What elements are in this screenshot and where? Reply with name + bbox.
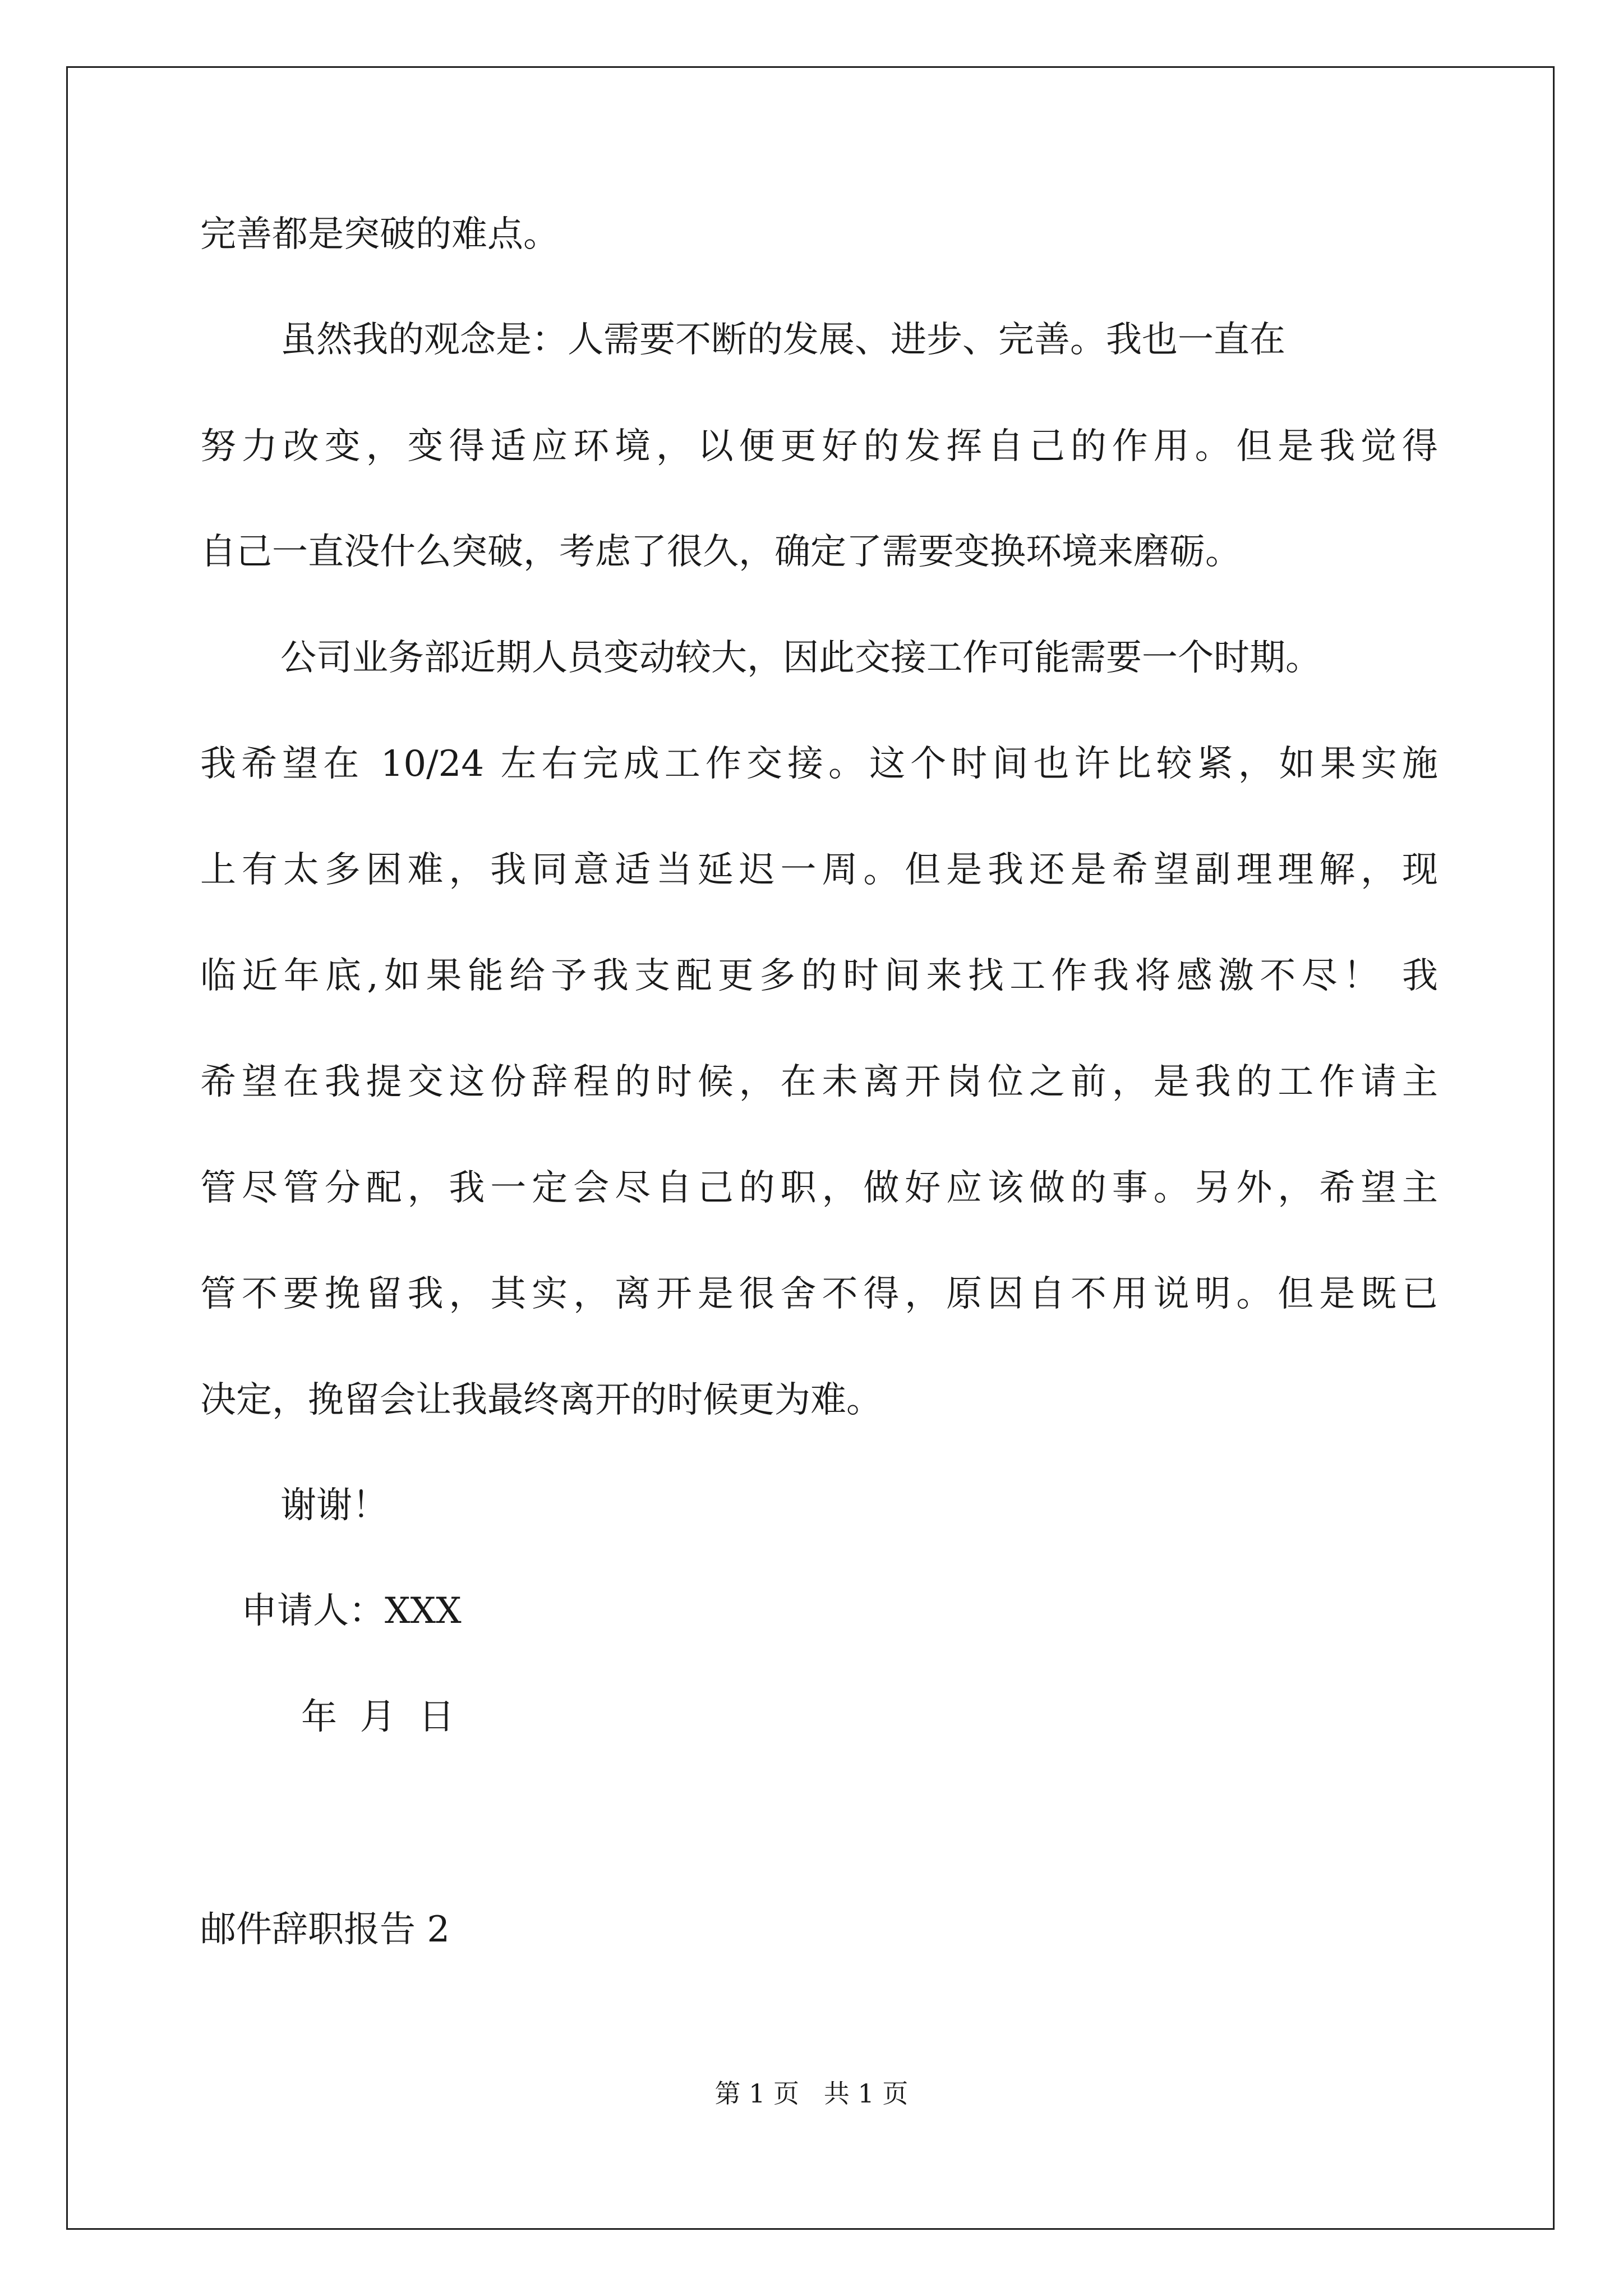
closing-thanks: 谢谢！: [280, 1485, 388, 1526]
paragraph-line: 临近年底,如果能给予我支配更多的时间来找工作我将感激不尽！ 我: [200, 955, 1438, 997]
paragraph-line: 虽然我的观念是：人需要不断的发展、进步、完善。我也一直在: [280, 319, 1285, 361]
paragraph-line: 管不要挽留我，其实，离开是很舍不得，原因自不用说明。但是既已: [200, 1273, 1438, 1315]
paragraph-line: 完善都是突破的难点。: [200, 214, 559, 255]
paragraph-line: 我希望在 10/24 左右完成工作交接。这个时间也许比较紧，如果实施: [200, 743, 1438, 785]
paragraph-line: 决定，挽留会让我最终离开的时候更为难。: [200, 1379, 882, 1421]
paragraph-line: 自己一直没什么突破，考虑了很久，确定了需要变换环境来磨砺。: [200, 531, 1241, 573]
paragraph-line: 努力改变，变得适应环境，以便更好的发挥自己的作用。但是我觉得: [200, 426, 1438, 467]
paragraph-line: 上有太多困难，我同意适当延迟一周。但是我还是希望副理理解，现: [200, 849, 1438, 891]
paragraph-line: 公司业务部近期人员变动较大，因此交接工作可能需要一个时期。: [280, 637, 1321, 679]
paragraph-line: 希望在我提交这份辞程的时候，在未离开岗位之前，是我的工作请主: [200, 1061, 1438, 1103]
applicant-signature: 申请人：XXX: [241, 1590, 462, 1632]
page-number-footer: 第 1 页 共 1 页: [714, 2078, 909, 2109]
date-line: 年 月 日: [301, 1696, 455, 1738]
next-section-heading: 邮件辞职报告 2: [200, 1909, 450, 1950]
paragraph-line: 管尽管分配，我一定会尽自己的职，做好应该做的事。另外，希望主: [200, 1167, 1438, 1209]
